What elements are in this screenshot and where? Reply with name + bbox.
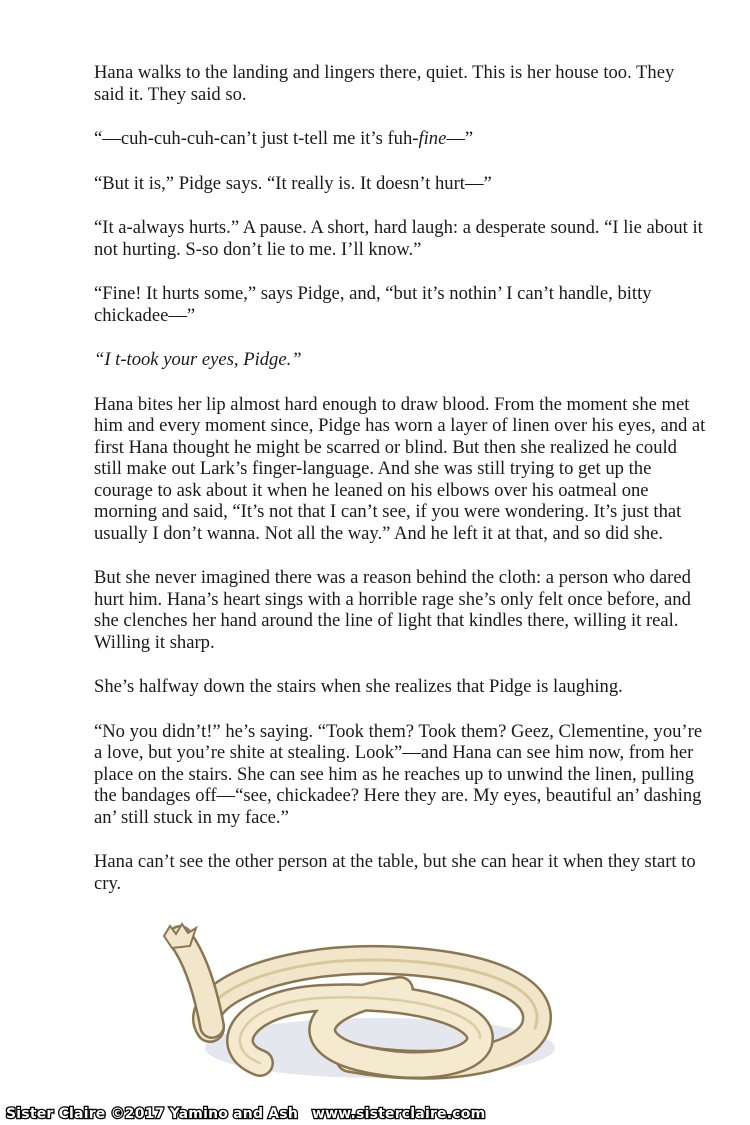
- paragraph-8: But she never imagined there was a reason behind the cloth: a person who dared hurt him. Hana’s heart sings with a horrible rage she’s only felt once before, and she clenches her hand around the line of light that kindles there, willing it real. Willing it sharp.: [94, 567, 691, 653]
- site-url[interactable]: www.sisterclaire.com: [312, 1106, 486, 1122]
- paragraph-6: “I t-took your eyes, Pidge.”: [94, 349, 302, 370]
- paragraph-1: Hana walks to the landing and lingers there, quiet. This is her house too. They said it. They said so.: [94, 62, 675, 105]
- footer-credit: [6, 1106, 485, 1122]
- paragraph-2-text: “—cuh-cuh-cuh-can’t just t-tell me it’s fuh-: [94, 128, 419, 149]
- paragraph-2-tail: —”: [446, 128, 474, 149]
- paragraph-4: “It a-always hurts.” A pause. A short, hard laugh: a desperate sound. “I lie about it not hurting. S-so don’t lie to me. I’ll know.”: [94, 217, 703, 260]
- knotted-linen-illustration: [150, 878, 570, 1098]
- copyright-text: Sister Claire ©2017 Yamino and Ash: [6, 1106, 299, 1122]
- paragraph-11: Hana can’t see the other person at the table, but she can hear it when they start to cry.: [94, 851, 696, 894]
- linen-frayed-tip: [164, 924, 196, 948]
- paragraph-2: [94, 128, 706, 150]
- paragraph-9: She’s halfway down the stairs when she realizes that Pidge is laughing.: [94, 676, 623, 697]
- paragraph-2-emphasis: fine: [418, 128, 447, 149]
- paragraph-3: “But it is,” Pidge says. “It really is. It doesn’t hurt—”: [94, 172, 492, 194]
- story-text: [94, 62, 706, 917]
- paragraph-10: “No you didn’t!” he’s saying. “Took them? Took them? Geez, Clementine, you’re a love, but you’re shite at stealing. Look”—and Hana can see him now, from her place on the stairs. She can see him as he reaches up to unwind the linen, pulling the bandages off—“see, chickadee? Here they are. My eyes, beautiful an’ dashing an’ still stuck in my face.”: [94, 720, 703, 828]
- paragraph-5: “Fine! It hurts some,” says Pidge, and, “but it’s nothin’ I can’t handle, bitty chickadee—”: [94, 283, 652, 326]
- paragraph-7: Hana bites her lip almost hard enough to draw blood. From the moment she met him and every moment since, Pidge has worn a layer of linen over his eyes, and at first Hana thought he might be scarred or blind. But then she realized he could still make out Lark’s finger-language. And she was still trying to get up the courage to ask about it when he leaned on his elbows over his oatmeal one morning and said, “It’s not that I can’t see, if you were wondering. It’s just that usually I don’t wanna. Not all the way.” And he left it at that, and so did she.: [94, 393, 706, 544]
